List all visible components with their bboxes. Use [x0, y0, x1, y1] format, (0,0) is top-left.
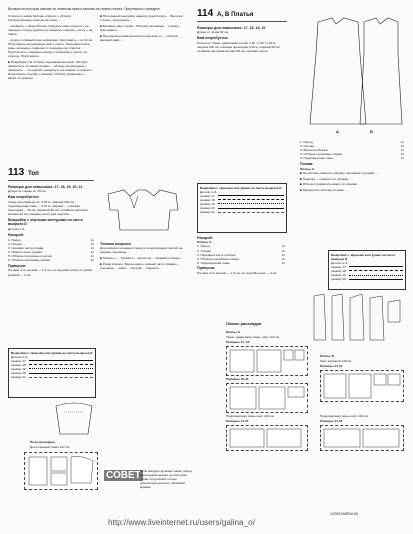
center-pattern-size-box: Выкройки с чёрными контурами на листе выкроек D Детали 1–6 размер 17 размер 18 размер 19 размер 20 размер 21: [197, 183, 287, 233]
left-para-4: ■ Подоборка. На обтачке подшиваем вытачки. Обтачку прикрепить по краям основы ... обтачку на переднем + приклеить ... по подгибу; вывернуть на изнанку и пришить. Приутюжить подгибу с изнанки. Обтачку прикрепить + вверх по прорези ...: [8, 59, 93, 81]
section-114-title: А, В Платья: [217, 11, 254, 18]
layout-b-lining-plan: [320, 425, 404, 451]
section-113-cut-heading: Раскрой:: [8, 232, 24, 237]
layout-b-title: Платье В: [320, 354, 335, 358]
mid-para-2: ■ Боковые швы стачать. Обтачки горловины ... стачать, приутюжить ...: [100, 23, 180, 32]
mid-top-text: [100, 14, 188, 43]
cut-row: 5. Подкладочная ткань 1x: [197, 260, 285, 265]
mid-para-3: ■ На нижнем рукаве выполнить вытачки от ... обтачка ... верхний край ...: [100, 33, 181, 42]
mid-tech-heading: Техника выкроек:: [100, 241, 132, 246]
mid-para-4: ■ Нижние + ... Рукава и ... вшить на ... лицевой стороне ...: [100, 256, 184, 261]
right-pattern-size-box: Выкройка с чёрными контурами на листе выкроек D Детали 1–4 размер 17 размер 18 размер 19 размер 20: [328, 250, 406, 290]
watermark-url: http://www.liveinternet.ru/users/galina_o/: [108, 518, 255, 527]
layout-lining-label: Подкладочная ткань шир. 140 см: [226, 414, 274, 418]
left-layout-plan: [24, 452, 98, 490]
cut-row: 2. Спинка 2x: [300, 144, 404, 149]
cut-row: 4. Нижняя часть рукава 2x: [8, 249, 94, 254]
right-finish-heading: Пошив:: [300, 161, 314, 166]
section-113-need-heading: Вам потребуется:: [8, 195, 40, 200]
left-pattern-sub: Детали 1–6: [11, 354, 28, 359]
section-113-length: Длина по спинке ок. 45 см: [8, 189, 46, 194]
sovet-text: Если сведуют функции швов, перед прокладкой меняют детали края, чтобы получалась только продольные детали с прямыми краями.: [140, 469, 192, 490]
cut-row: 1. Перед 1x: [300, 140, 404, 144]
right-para-1: ■ На обтачке наметить ширину горловины и рукава ...: [300, 170, 378, 175]
section-113-pattern-sub: Детали 1–6: [8, 226, 25, 231]
mid-para-5: ■ Рукав втачать. Вдоль швов + нижней части рукава + плечевые ... швом ... обтачки ... подшить ...: [100, 261, 179, 270]
section-114-rule: [197, 21, 287, 22]
mid-body-text: [100, 240, 188, 272]
sovet-badge: СОВЕТ: [106, 470, 141, 481]
center-allowance-label: Припуски:: [197, 266, 216, 271]
header-strip: Вытачки на полочках сметать по отметкам-ниже и вытачки на спинке стачать. Приутюжить к середине.: [8, 7, 161, 11]
cut-row: 6. Обтачка горловины спинки 2x: [8, 257, 94, 262]
center-cut-heading: Раскрой:: [197, 235, 213, 240]
left-para-1: Стачать в левом бортике отметки + обтачку. Горизонтальные отметки на стыке ...: [8, 14, 72, 23]
section-114-need-text: Платье А. Ткань: джинсовая стрейч 1,30 / 1,35 / 1,40 м, ширина 140 см; клеевая прокладка 0,30 м, ширина 90 см; потайная застежка-молния 60 см; клеевая лента.: [197, 40, 281, 54]
dress-label-b: В: [370, 129, 373, 134]
center-pattern-sub: Детали 1–6: [200, 189, 217, 194]
section-114-length: Длина от талии 62 см: [197, 30, 229, 35]
right-pattern-heading: Выкройка с чёрными контурами на листе выкроек D: [331, 252, 396, 261]
section-114-number: 114: [197, 8, 214, 19]
cut-row: 1. Перед 1x: [8, 237, 94, 242]
center-cut-sub: Платье А: [197, 240, 212, 245]
right-para-3: ■ Обтачку прикрепить вверх по линиям ...: [300, 182, 361, 187]
section-113-cut-list: [8, 238, 94, 263]
layout-b-fabric: Креп шириной 140 см: [320, 359, 352, 363]
center-pattern-heading: Выкройки с чёрными контурами на листе выкроек D: [200, 185, 282, 190]
section-113-rule: [8, 180, 94, 181]
cut-row: 4. Обтачка горловины спинки 2x: [197, 256, 285, 261]
layout-a-title: Платье А: [226, 330, 241, 334]
layout-b-lining-label: Подкладочная ткань шир. 140 см: [320, 414, 368, 418]
cut-row: 5. Обтачка горловины полочки 1x: [8, 253, 94, 258]
cut-row: 2. Спинка 2x: [197, 248, 285, 253]
right-para-2: ■ Подклад ... пришить по обтачке ...: [300, 176, 352, 181]
right-body-text: [300, 140, 404, 194]
section-113-title: Топ: [28, 170, 39, 177]
section-113-number: 113: [8, 167, 25, 178]
section-114-body: [197, 24, 287, 55]
section-114-sizes: Размеры для невысоких: 17, 18, 19, 20: [197, 25, 266, 30]
section-113-pattern-heading: Выкройки с чёрными контурами на листе выкроек D: [8, 217, 83, 227]
left-top-text: [8, 14, 94, 82]
cut-row: 3. Средняя часть рукава 2x: [8, 245, 94, 250]
section-113-body: [8, 183, 94, 278]
right-pattern-sub: Детали 1–4: [331, 260, 348, 265]
center-cut-block: [197, 234, 285, 277]
mid-pattern-desc: Для раскроя основных спинок и основ средних частей на изнанке основные ...: [100, 246, 183, 255]
layout-b-lining-sizes: Размеры 17-21: [320, 419, 343, 423]
sleeve-diagram: [52, 400, 97, 440]
layout-lining-plan: [226, 425, 308, 451]
cut-row: 4. Обтачка горловины спинки 2x: [300, 152, 404, 157]
page-footer: 1/2002 BURDA 65: [330, 512, 358, 516]
right-pattern-pieces: [310, 292, 404, 342]
cut-row: 3. Передняя часть обтачки 1x: [197, 252, 285, 257]
layouts-heading: Планы раскладки: [226, 321, 262, 326]
left-para-3: ...ручки и плавный шов на фасаде; приутюжить + по 10 см. Приутюжить на середины шов + ушить. Переоверлочить раны на внешн. подрезах от середины до отметок. Прострочить, тканевую основу и прикрепить плотно по отметке. Приутюжить.: [8, 37, 93, 59]
left-layout-heading: План раскладки: [30, 440, 55, 444]
left-layout-sub: Для основной ткани 137 см: [30, 445, 70, 449]
mid-para-1: ■ На передних вытачках наверху прострочить ... Вытачки стачать, приутюжить ...: [100, 14, 183, 23]
layout-lining-sizes: Размеры 17-21: [226, 419, 249, 423]
right-para-4: ■ Прикрепить обтачку по краю ...: [300, 188, 348, 193]
section-113-allowance-text: На швы и по срезам — 1,5 см, на подгибы низа и по краям рукавов — 3 см.: [8, 268, 93, 277]
dress-label-a: А: [336, 129, 339, 134]
layout-a-plan-1: [226, 346, 308, 376]
section-113-need-text: Ткань для размера 17: 0,50 м, ширина 140 см; подкладочная ткань ... 0,70 м, ширина ...; клеевая прокладка ... 40 см, шириной 90 см; потайная застежка-молния 22 см; клеевая лента для подгиба.: [8, 199, 89, 217]
section-113-allowance-label: Припуски:: [8, 263, 27, 268]
cut-row: 2. Спинка 2x: [8, 241, 94, 246]
right-finish-sub: Платье А: [300, 166, 315, 171]
layout-a-fabric: Ткань: джинсовая ткань, шир. 113 см: [226, 335, 280, 339]
dress-sketch: [300, 14, 404, 134]
top-garment-sketch: [100, 188, 186, 236]
left-pattern-heading: Выкройки с чёрными контурами на листе выкроек D: [11, 350, 93, 355]
section-114-need-heading: Вам потребуется:: [197, 36, 229, 41]
left-pattern-size-box: [8, 348, 96, 398]
cut-row: 5. Подкладочная ткань 1x: [300, 156, 404, 161]
center-allowance-text: На швы и по срезам — 1,5 см, на подгибы низа — 4 см.: [197, 271, 278, 276]
layout-b-plan: [320, 370, 404, 402]
size-legend: размер 17 размер 18 размер 19 размер 20 размер 21: [11, 359, 93, 379]
layout-a-sizes: Размеры 17, 18: [226, 340, 250, 344]
left-para-2: ...пройдите + лица обтачки. Подшить ниже отметки + на лицевую сторону дубики на середину отметки + сетку + на линии ...: [8, 23, 93, 36]
layout-a-sizes2: Размеры 19-21: [226, 377, 249, 381]
cut-row: 3. Верхняя обтачка 1x: [300, 148, 404, 153]
cut-row: 1. Перед 1x: [197, 244, 285, 249]
layout-a-plan-2: [226, 383, 308, 413]
layout-b-sizes: Размеры 17-21: [320, 364, 343, 368]
section-113-sizes: Размеры для невысоких: 17, 18, 19, 20, 21: [8, 184, 83, 189]
